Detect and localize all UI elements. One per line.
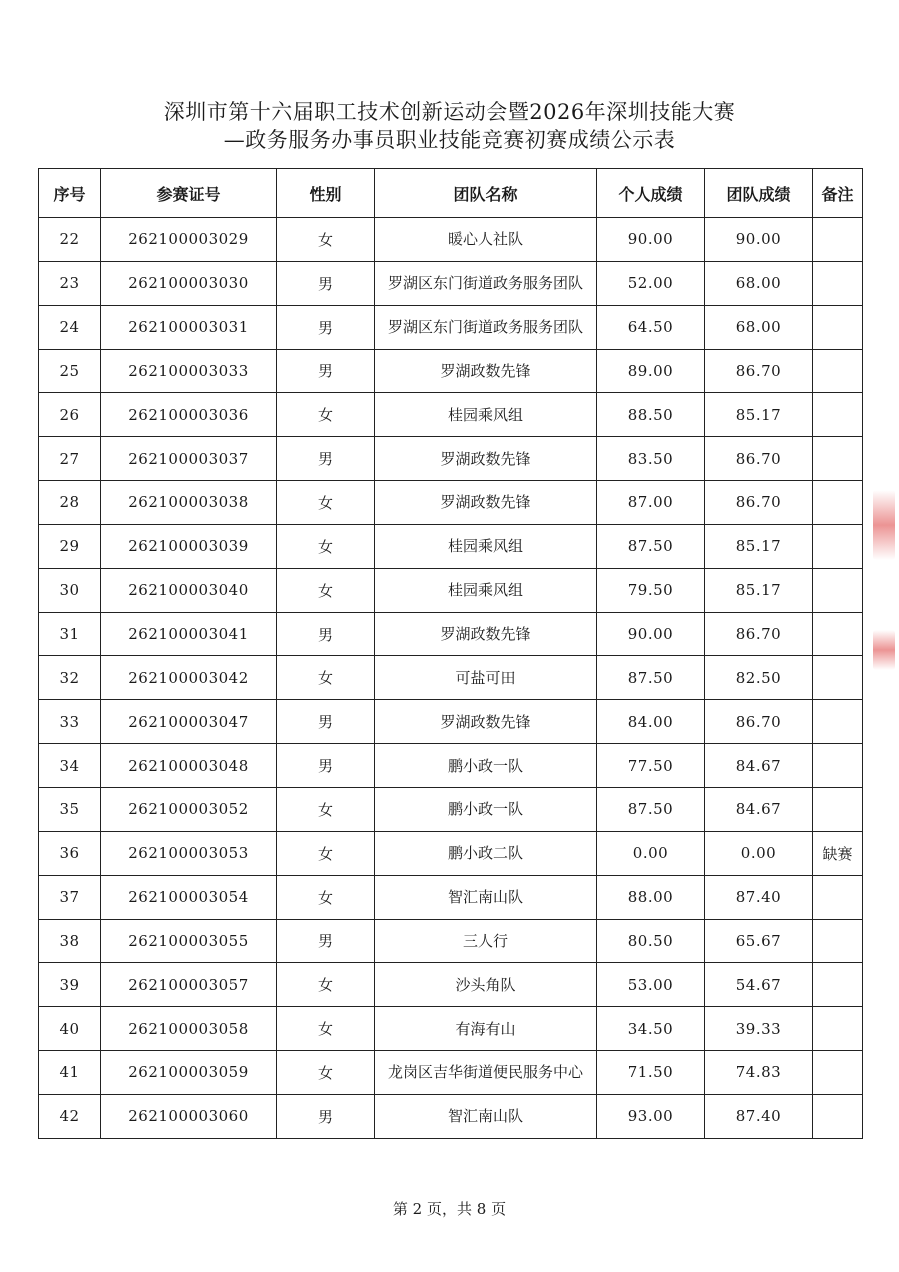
cell-entry-id: 262100003031 [101,305,277,349]
cell-gender: 男 [277,700,375,744]
cell-gender: 女 [277,787,375,831]
cell-team-score: 68.00 [705,261,813,305]
cell-gender: 男 [277,1094,375,1138]
cell-gender: 男 [277,612,375,656]
cell-entry-id: 262100003041 [101,612,277,656]
cell-team-score: 85.17 [705,568,813,612]
cell-serial: 40 [39,1007,101,1051]
cell-serial: 42 [39,1094,101,1138]
cell-personal-score: 90.00 [597,218,705,262]
cell-team-name: 暖心人社队 [375,218,597,262]
cell-serial: 38 [39,919,101,963]
red-seal-mark [873,490,895,560]
cell-gender: 女 [277,1051,375,1095]
cell-personal-score: 53.00 [597,963,705,1007]
cell-team-score: 74.83 [705,1051,813,1095]
table-row [39,744,863,788]
cell-gender: 女 [277,963,375,1007]
cell-serial: 22 [39,218,101,262]
cell-gender: 男 [277,437,375,481]
cell-serial: 34 [39,744,101,788]
table-row [39,568,863,612]
header-gender: 性别 [277,169,375,218]
table-row [39,1094,863,1138]
cell-remarks [813,787,863,831]
cell-personal-score: 77.50 [597,744,705,788]
cell-team-name: 智汇南山队 [375,1094,597,1138]
cell-entry-id: 262100003054 [101,875,277,919]
cell-team-name: 罗湖区东门街道政务服务团队 [375,305,597,349]
cell-team-name: 鹏小政二队 [375,831,597,875]
document-title-line2: —政务服务办事员职业技能竞赛初赛成绩公示表 [223,128,676,152]
cell-serial: 24 [39,305,101,349]
cell-team-score: 90.00 [705,218,813,262]
cell-team-score: 84.67 [705,744,813,788]
cell-personal-score: 64.50 [597,305,705,349]
cell-team-name: 罗湖政数先锋 [375,349,597,393]
cell-personal-score: 80.50 [597,919,705,963]
cell-team-score: 54.67 [705,963,813,1007]
cell-serial: 29 [39,524,101,568]
cell-team-score: 39.33 [705,1007,813,1051]
cell-serial: 32 [39,656,101,700]
cell-personal-score: 71.50 [597,1051,705,1095]
header-entry-id: 参赛证号 [101,169,277,218]
cell-personal-score: 79.50 [597,568,705,612]
cell-remarks [813,875,863,919]
cell-team-score: 86.70 [705,612,813,656]
cell-serial: 23 [39,261,101,305]
cell-entry-id: 262100003039 [101,524,277,568]
table-row [39,963,863,1007]
cell-team-name: 三人行 [375,919,597,963]
table-row [39,1007,863,1051]
cell-remarks [813,1007,863,1051]
cell-remarks: 缺赛 [813,831,863,875]
cell-remarks [813,393,863,437]
results-table [38,168,863,1139]
cell-remarks [813,305,863,349]
cell-personal-score: 89.00 [597,349,705,393]
cell-entry-id: 262100003029 [101,218,277,262]
cell-team-name: 智汇南山队 [375,875,597,919]
cell-remarks [813,1051,863,1095]
cell-remarks [813,963,863,1007]
cell-gender: 女 [277,831,375,875]
cell-team-score: 86.70 [705,437,813,481]
cell-personal-score: 88.50 [597,393,705,437]
cell-gender: 女 [277,524,375,568]
cell-team-score: 86.70 [705,700,813,744]
header-team-score: 团队成绩 [705,169,813,218]
table-row [39,831,863,875]
cell-gender: 女 [277,481,375,525]
cell-team-name: 罗湖政数先锋 [375,612,597,656]
cell-serial: 26 [39,393,101,437]
cell-team-score: 84.67 [705,787,813,831]
cell-personal-score: 87.50 [597,656,705,700]
cell-entry-id: 262100003055 [101,919,277,963]
cell-team-name: 桂园乘风组 [375,393,597,437]
cell-team-name: 有海有山 [375,1007,597,1051]
cell-gender: 男 [277,305,375,349]
cell-serial: 41 [39,1051,101,1095]
cell-serial: 33 [39,700,101,744]
table-row [39,437,863,481]
cell-team-score: 0.00 [705,831,813,875]
table-row [39,787,863,831]
cell-team-name: 鹏小政一队 [375,744,597,788]
cell-serial: 28 [39,481,101,525]
cell-remarks [813,218,863,262]
cell-remarks [813,612,863,656]
cell-team-score: 87.40 [705,875,813,919]
cell-serial: 30 [39,568,101,612]
cell-personal-score: 84.00 [597,700,705,744]
cell-serial: 36 [39,831,101,875]
cell-entry-id: 262100003037 [101,437,277,481]
cell-remarks [813,261,863,305]
table-row [39,218,863,262]
cell-remarks [813,437,863,481]
cell-remarks [813,700,863,744]
document-title-line1: 深圳市第十六届职工技术创新运动会暨2026年深圳技能大赛 [163,100,736,124]
cell-entry-id: 262100003058 [101,1007,277,1051]
cell-team-score: 65.67 [705,919,813,963]
cell-gender: 女 [277,568,375,612]
cell-personal-score: 93.00 [597,1094,705,1138]
header-personal-score: 个人成绩 [597,169,705,218]
header-team-name: 团队名称 [375,169,597,218]
table-header-row [39,169,863,218]
cell-serial: 27 [39,437,101,481]
cell-personal-score: 88.00 [597,875,705,919]
cell-entry-id: 262100003042 [101,656,277,700]
cell-team-score: 87.40 [705,1094,813,1138]
cell-personal-score: 87.50 [597,787,705,831]
red-seal-mark [873,630,895,670]
cell-gender: 女 [277,218,375,262]
cell-team-name: 罗湖政数先锋 [375,481,597,525]
cell-remarks [813,656,863,700]
cell-serial: 35 [39,787,101,831]
cell-gender: 女 [277,1007,375,1051]
table-row [39,349,863,393]
cell-team-score: 85.17 [705,393,813,437]
cell-team-score: 68.00 [705,305,813,349]
header-remarks: 备注 [813,169,863,218]
table-row [39,1051,863,1095]
cell-remarks [813,481,863,525]
cell-remarks [813,524,863,568]
cell-gender: 男 [277,261,375,305]
cell-entry-id: 262100003038 [101,481,277,525]
cell-entry-id: 262100003040 [101,568,277,612]
cell-entry-id: 262100003057 [101,963,277,1007]
cell-team-score: 82.50 [705,656,813,700]
cell-personal-score: 90.00 [597,612,705,656]
cell-personal-score: 34.50 [597,1007,705,1051]
cell-remarks [813,744,863,788]
cell-entry-id: 262100003047 [101,700,277,744]
table-row [39,481,863,525]
cell-remarks [813,1094,863,1138]
cell-team-name: 桂园乘风组 [375,568,597,612]
cell-personal-score: 87.50 [597,524,705,568]
cell-entry-id: 262100003053 [101,831,277,875]
table-row [39,656,863,700]
table-row [39,305,863,349]
cell-remarks [813,568,863,612]
cell-entry-id: 262100003030 [101,261,277,305]
table-row [39,393,863,437]
cell-team-score: 85.17 [705,524,813,568]
cell-team-name: 可盐可田 [375,656,597,700]
cell-team-name: 罗湖区东门街道政务服务团队 [375,261,597,305]
table-row [39,875,863,919]
cell-team-name: 龙岗区吉华街道便民服务中心 [375,1051,597,1095]
cell-personal-score: 83.50 [597,437,705,481]
table-row [39,261,863,305]
cell-serial: 39 [39,963,101,1007]
cell-team-name: 罗湖政数先锋 [375,700,597,744]
cell-serial: 25 [39,349,101,393]
cell-entry-id: 262100003048 [101,744,277,788]
cell-personal-score: 0.00 [597,831,705,875]
cell-remarks [813,349,863,393]
cell-entry-id: 262100003059 [101,1051,277,1095]
cell-team-name: 鹏小政一队 [375,787,597,831]
cell-serial: 31 [39,612,101,656]
cell-gender: 男 [277,919,375,963]
table-row [39,919,863,963]
cell-team-name: 罗湖政数先锋 [375,437,597,481]
cell-gender: 男 [277,744,375,788]
cell-gender: 女 [277,656,375,700]
cell-remarks [813,919,863,963]
cell-personal-score: 52.00 [597,261,705,305]
table-row [39,700,863,744]
cell-entry-id: 262100003036 [101,393,277,437]
cell-gender: 女 [277,875,375,919]
cell-team-score: 86.70 [705,349,813,393]
cell-personal-score: 87.00 [597,481,705,525]
header-serial: 序号 [39,169,101,218]
cell-team-name: 桂园乘风组 [375,524,597,568]
cell-serial: 37 [39,875,101,919]
cell-entry-id: 262100003033 [101,349,277,393]
table-row [39,612,863,656]
cell-entry-id: 262100003060 [101,1094,277,1138]
table-row [39,524,863,568]
cell-gender: 男 [277,349,375,393]
page-footer: 第 2 页，共 8 页 [392,1200,507,1218]
cell-gender: 女 [277,393,375,437]
cell-team-name: 沙头角队 [375,963,597,1007]
cell-entry-id: 262100003052 [101,787,277,831]
cell-team-score: 86.70 [705,481,813,525]
